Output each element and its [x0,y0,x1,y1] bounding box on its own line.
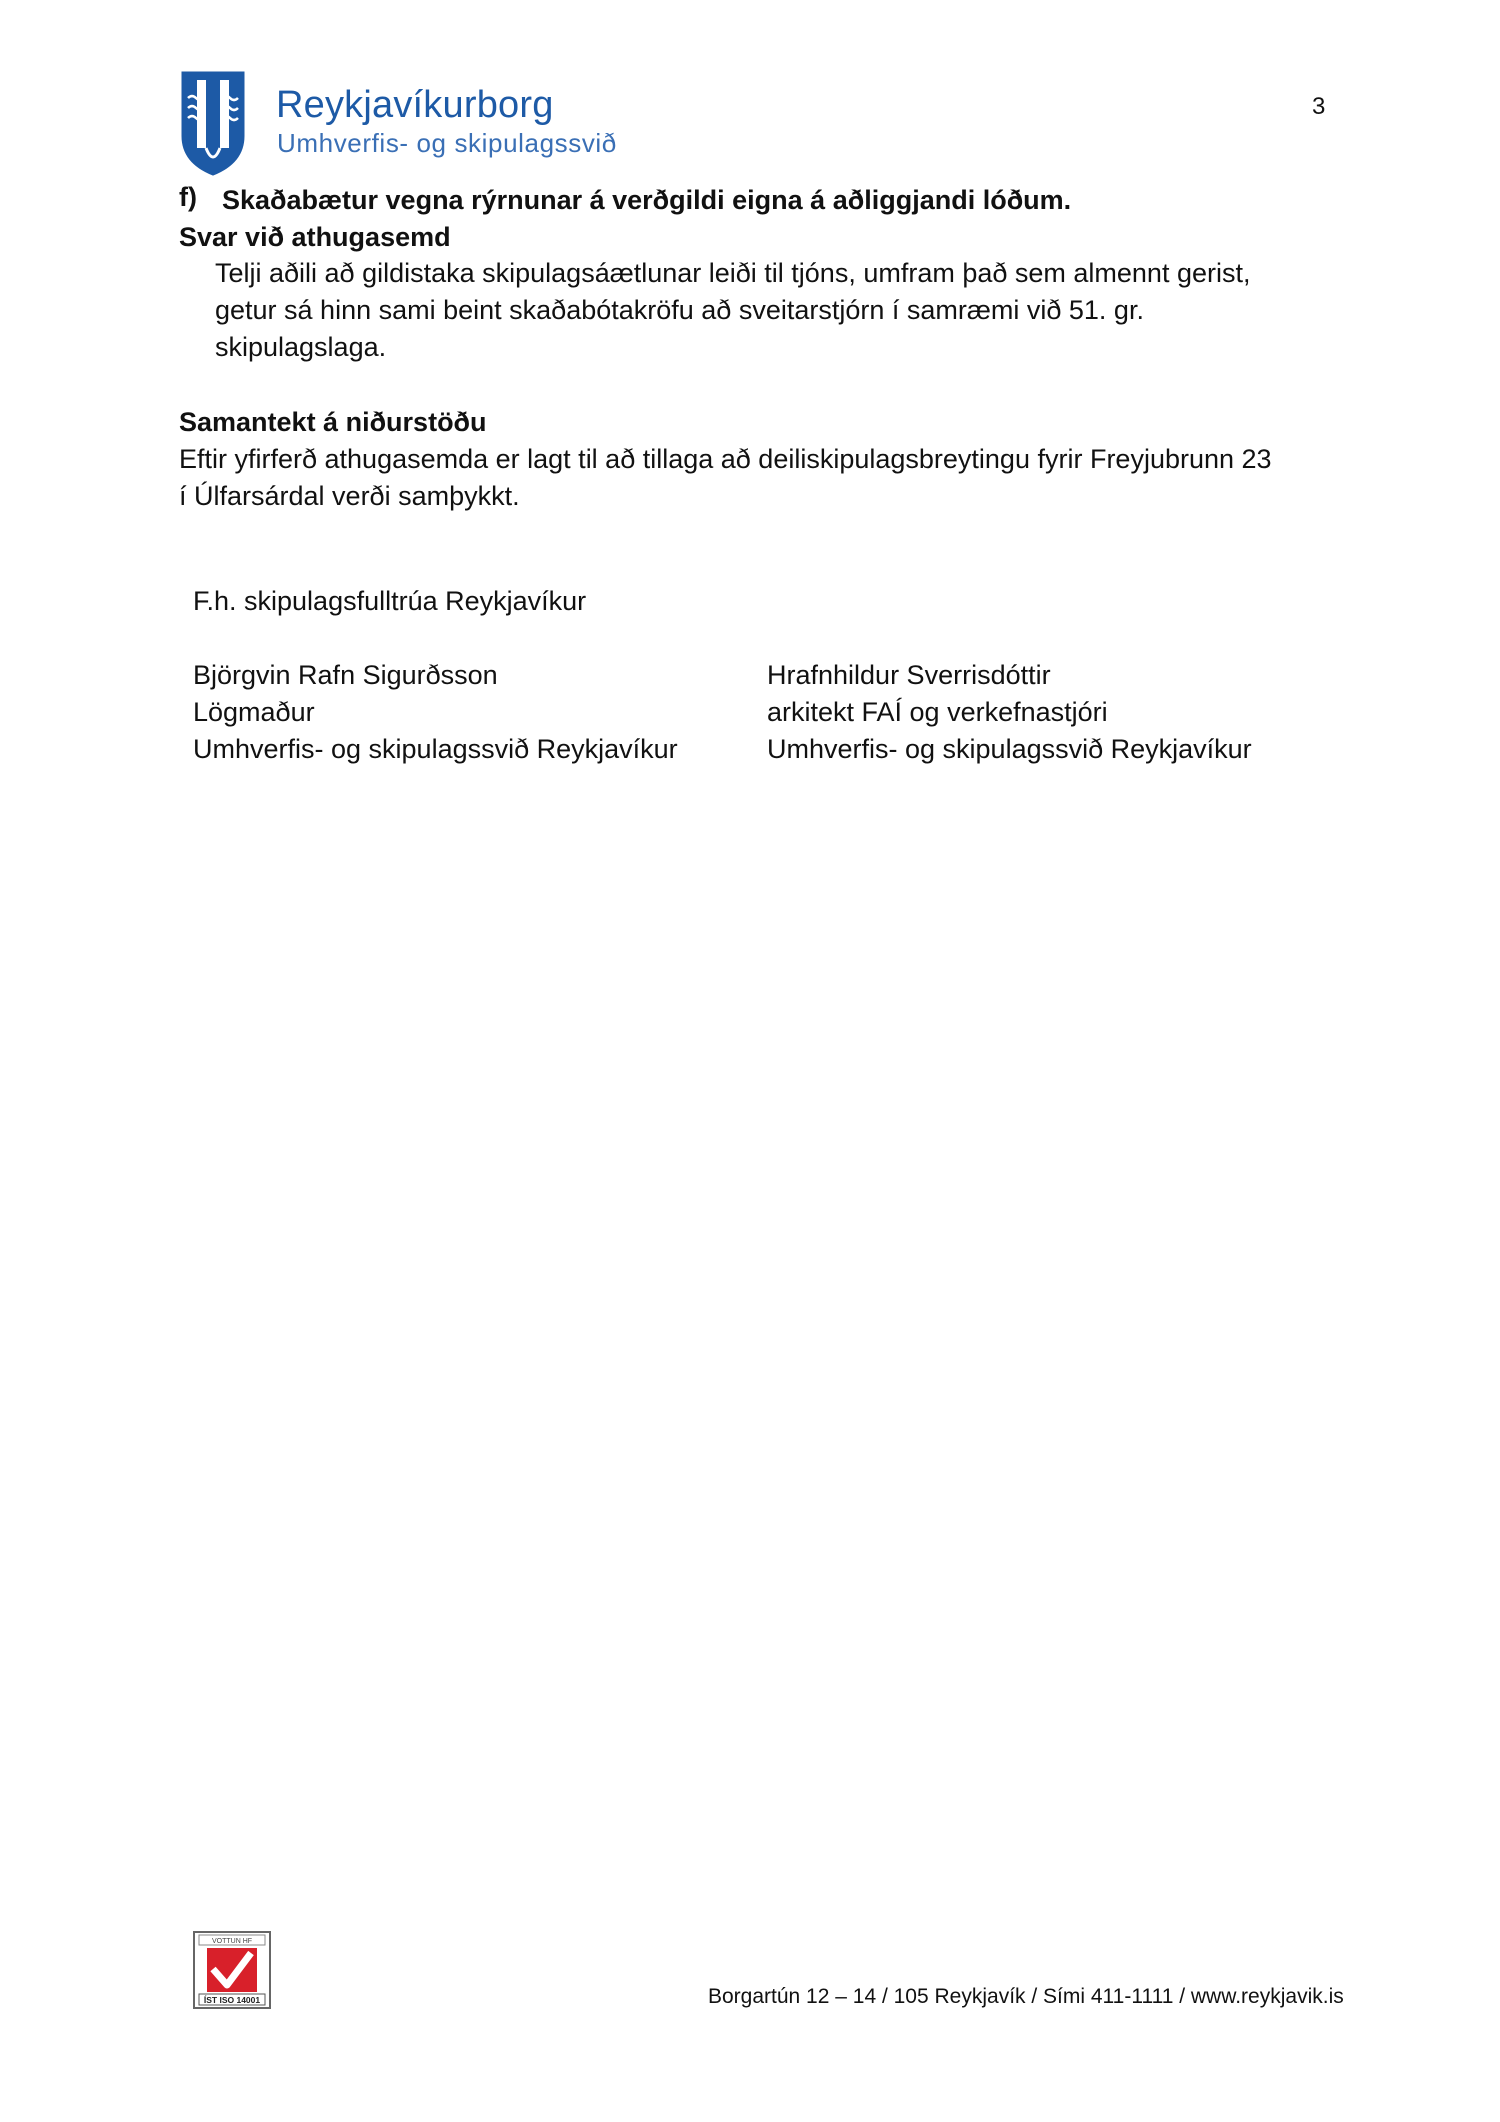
reykjavik-coat-of-arms-icon [180,70,246,176]
cert-top-text: VOTTUN HF [211,1938,253,1945]
item-marker: f) [179,182,197,212]
reply-line: skipulagslaga. [215,332,387,362]
summary-line: Eftir yfirferð athugasemda er lagt til að tillaga að deiliskipulagsbreytingu fyrir Freyjubrunn 23 [179,444,1272,474]
item-heading: Skaðabætur vegna rýrnunar á verðgildi eigna á aðliggjandi lóðum. [222,185,1072,215]
page-number: 3 [1312,93,1326,120]
signature-block-left [193,657,678,768]
signatory-name: Björgvin Rafn Sigurðsson [193,660,498,690]
signature-block-right [767,657,1252,768]
signatory-name: Hrafnhildur Sverrisdóttir [767,660,1051,690]
on-behalf-of: F.h. skipulagsfulltrúa Reykjavíkur [193,586,587,616]
reply-line: getur sá hinn sami beint skaðabótakröfu að sveitarstjórn í samræmi við 51. gr. [215,295,1144,325]
cert-bottom-text: ÍST ISO 14001 [203,1995,261,2005]
signatory-department: Umhverfis- og skipulagssvið Reykjavíkur [767,734,1252,764]
signatory-title: Lögmaður [193,697,315,727]
reply-paragraph [215,255,1250,366]
reply-heading: Svar við athugasemd [179,222,451,252]
signatory-department: Umhverfis- og skipulagssvið Reykjavíkur [193,734,678,764]
department-name: Umhverfis- og skipulagssvið [277,128,617,158]
summary-paragraph [179,441,1272,515]
signatory-title: arkitekt FAÍ og verkefnastjóri [767,697,1108,727]
reply-line: Telji aðili að gildistaka skipulagsáætlunar leiði til tjóns, umfram það sem almennt gerist, [215,258,1251,288]
footer-contact: Borgartún 12 – 14 / 105 Reykjavík / Sími 411-1111 / www.reykjavik.is [708,1985,1344,2008]
summary-heading: Samantekt á niðurstöðu [179,407,487,437]
summary-line: í Úlfarsárdal verði samþykkt. [179,481,520,511]
iso-14001-certification-icon [193,1931,271,2009]
organization-name: Reykjavíkurborg [276,84,554,126]
